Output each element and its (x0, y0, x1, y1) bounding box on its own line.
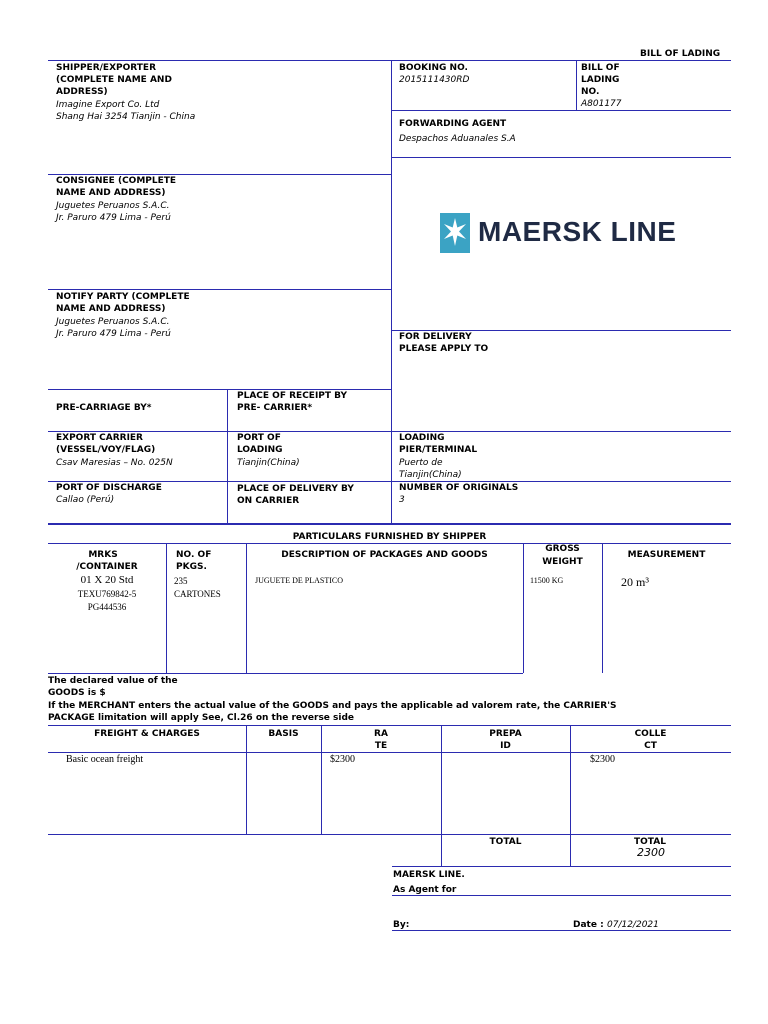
date-label: Date : (573, 920, 604, 930)
charge-description: Basic ocean freight (66, 754, 144, 765)
col-pkgs-header: PKGS. (176, 562, 207, 572)
bol-label: LADING (581, 75, 620, 85)
marks-value: PG444536 (87, 602, 127, 612)
col-freight-header: FREIGHT & CHARGES (94, 729, 200, 739)
shipper-name: Imagine Export Co. Ltd (56, 100, 160, 110)
star-logo-icon (440, 213, 470, 253)
consignee-address: Jr. Paruro 479 Lima - Perú (56, 213, 171, 223)
bol-number: A801177 (581, 99, 622, 109)
agent-label: As Agent for (393, 885, 457, 895)
originals-value: 3 (399, 495, 405, 505)
measurement-value: 20 m³ (621, 575, 649, 589)
port-loading-label: LOADING (237, 445, 283, 455)
col-marks-header: /CONTAINER (76, 562, 138, 572)
marks-value: TEXU769842-5 (77, 589, 137, 599)
col-measurement-header: MEASUREMENT (627, 550, 706, 560)
charge-rate: $2300 (330, 754, 355, 765)
place-delivery-label: ON CARRIER (237, 496, 300, 506)
export-carrier-label: EXPORT CARRIER (56, 433, 143, 443)
notify-label: NAME AND ADDRESS) (56, 304, 166, 314)
col-gross-header: WEIGHT (542, 557, 583, 567)
col-gross-header: GROSS (545, 544, 580, 554)
carrier-name: MAERSK LINE. (393, 870, 465, 880)
booking-label: BOOKING NO. (399, 63, 468, 73)
bol-label: BILL OF (581, 63, 620, 73)
marks-value: 01 X 20 Std (80, 574, 134, 586)
loading-pier-value: Puerto de (399, 458, 443, 468)
export-carrier-value: Csav Maresias – No. 025N (56, 458, 173, 468)
port-loading-value: Tianjin(China) (237, 458, 300, 468)
consignee-label: CONSIGNEE (COMPLETE (56, 176, 177, 186)
by-label: By: (393, 920, 410, 930)
notify-name: Juguetes Peruanos S.A.C. (56, 317, 170, 327)
total-label: TOTAL (634, 837, 666, 847)
place-receipt-label: PRE- CARRIER* (237, 403, 313, 413)
place-delivery-label: PLACE OF DELIVERY BY (237, 484, 354, 494)
date-value: 07/12/2021 (607, 920, 659, 930)
export-carrier-label: (VESSEL/VOY/FLAG) (56, 445, 156, 455)
delivery-apply-label: PLEASE APPLY TO (399, 344, 489, 354)
document-title: BILL OF LADING (640, 49, 721, 59)
pkgs-value: CARTONES (174, 589, 221, 599)
place-receipt-label: PLACE OF RECEIPT BY (237, 391, 348, 401)
declared-text: The declared value of the (48, 676, 178, 686)
declared-text: If the MERCHANT enters the actual value of the GOODS and pays the applicable ad valorem rate, the CARRIER'S (48, 701, 617, 711)
port-loading-label: PORT OF (237, 433, 281, 443)
notify-address: Jr. Paruro 479 Lima - Perú (56, 329, 171, 339)
pkgs-value: 235 (174, 576, 188, 586)
declared-text: PACKAGE limitation will apply See, Cl.26 on the reverse side (48, 713, 355, 723)
col-rate-header: TE (374, 741, 388, 751)
bol-label: NO. (581, 87, 600, 97)
shipper-label: ADDRESS) (56, 87, 108, 97)
col-collect-header: COLLE (634, 729, 667, 739)
port-discharge-value: Callao (Perú) (56, 495, 115, 505)
total-label: TOTAL (489, 837, 522, 847)
particulars-title: PARTICULARS FURNISHED BY SHIPPER (292, 532, 487, 542)
charge-collect: $2300 (590, 754, 615, 765)
col-rate-header: RA (374, 729, 388, 739)
pre-carriage-label: PRE-CARRIAGE BY* (56, 403, 152, 413)
col-prepaid-header: PREPA (489, 729, 522, 739)
col-pkgs-header: NO. OF (176, 550, 212, 560)
notify-label: NOTIFY PARTY (COMPLETE (56, 292, 190, 302)
loading-pier-value: Tianjin(China) (399, 470, 462, 480)
loading-pier-label: LOADING (399, 433, 445, 443)
col-desc-header: DESCRIPTION OF PACKAGES AND GOODS (281, 550, 488, 560)
consignee-name: Juguetes Peruanos S.A.C. (56, 201, 170, 211)
forwarding-agent-value: Despachos Aduanales S.A (399, 134, 516, 144)
delivery-apply-label: FOR DELIVERY (399, 332, 472, 342)
declared-text: GOODS is $ (48, 688, 106, 698)
desc-value: JUGUETE DE PLASTICO (255, 576, 343, 585)
booking-number: 2015111430RD (399, 75, 470, 85)
consignee-label: NAME AND ADDRESS) (56, 188, 166, 198)
col-marks-header: MRKS (88, 550, 118, 560)
logo-text: MAERSK LINE (478, 216, 677, 247)
loading-pier-label: PIER/TERMINAL (399, 445, 478, 455)
port-discharge-label: PORT OF DISCHARGE (56, 483, 162, 493)
shipper-label: SHIPPER/EXPORTER (56, 63, 156, 73)
col-prepaid-header: ID (500, 741, 511, 751)
shipper-address: Shang Hai 3254 Tianjin - China (56, 112, 196, 122)
forwarding-agent-label: FORWARDING AGENT (399, 119, 507, 129)
originals-label: NUMBER OF ORIGINALS (399, 483, 519, 493)
total-value: 2300 (637, 846, 665, 859)
col-basis-header: BASIS (268, 729, 299, 739)
col-collect-header: CT (644, 741, 657, 751)
gross-value: 11500 KG (530, 576, 564, 585)
shipper-label: (COMPLETE NAME AND (56, 75, 172, 85)
